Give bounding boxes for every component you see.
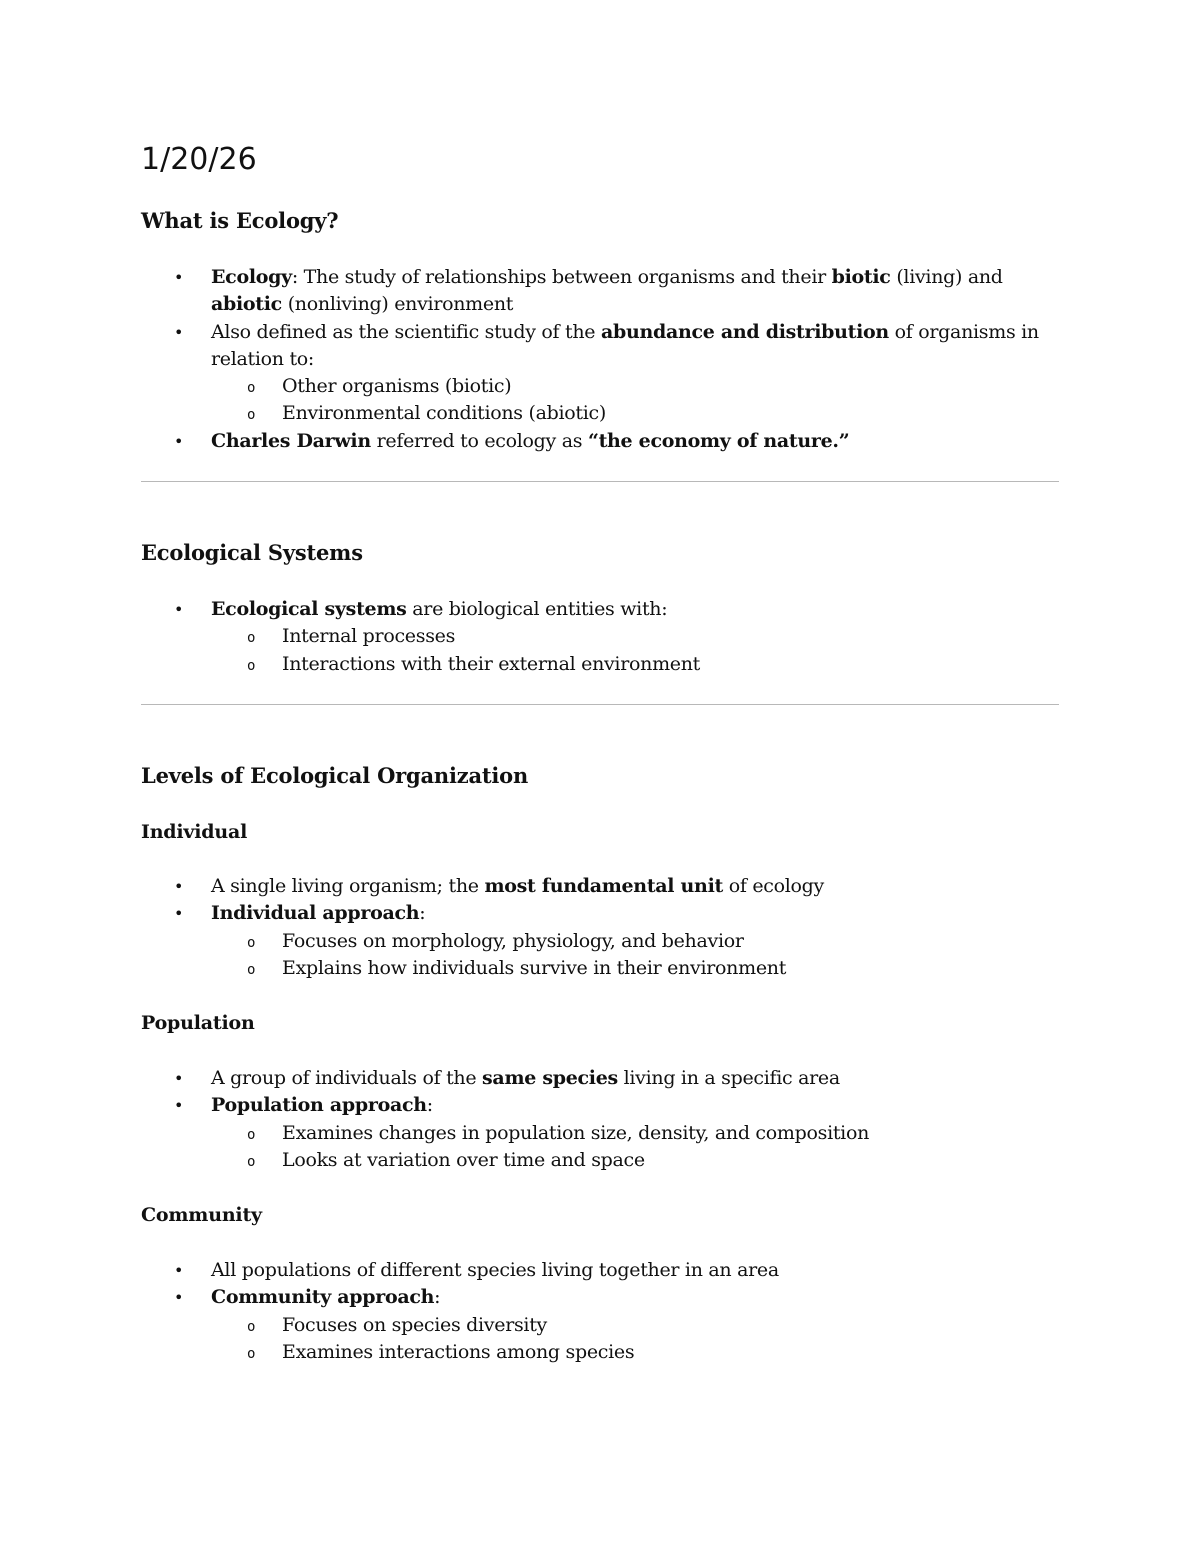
sub-list-item: o Explains how individuals survive in their environment	[141, 955, 1059, 982]
sub-list-item: o Focuses on morphology, physiology, and behavior	[141, 928, 1059, 955]
horizontal-divider	[141, 481, 1059, 482]
list-item: • Ecology: The study of relationships between organisms and their biotic (living) and abiotic (nonliving) environment	[174, 266, 1003, 316]
list-item: • Ecological systems are biological entities with: o Internal processes o Interactions with their external environment	[141, 596, 1059, 678]
bullet-icon: •	[174, 1069, 184, 1088]
circle-bullet-icon: o	[247, 657, 256, 674]
subheading-population: Population	[141, 1012, 255, 1034]
sub-list	[211, 623, 1059, 678]
circle-bullet-icon: o	[247, 1126, 256, 1143]
heading-ecological-systems: Ecological Systems	[141, 540, 363, 565]
circle-bullet-icon: o	[247, 1345, 256, 1362]
list-item: • Charles Darwin referred to ecology as “the economy of nature.”	[141, 428, 1059, 455]
bullet-icon: •	[174, 431, 184, 451]
sub-list-item: o Interactions with their external environment	[141, 651, 1059, 678]
circle-bullet-icon: o	[247, 1318, 256, 1335]
date-heading: 1/20/26	[141, 142, 257, 177]
list-item: • A single living organism; the most fundamental unit of ecology	[141, 873, 1059, 900]
bullet-icon: •	[174, 600, 184, 619]
circle-bullet-icon: o	[247, 630, 256, 647]
subheading-community: Community	[141, 1204, 262, 1226]
list-item: • Also defined as the scientific study of the abundance and distribution of organisms in relation to: o Other organisms (biotic) o Environmental conditions (abiotic)	[141, 319, 1059, 428]
sub-list-item: o Other organisms (biotic)	[141, 373, 1059, 400]
circle-bullet-icon: o	[247, 934, 256, 951]
list-item: • All populations of different species living together in an area	[141, 1257, 1059, 1284]
bullet-icon: •	[174, 322, 184, 342]
bullet-icon: •	[174, 1288, 184, 1308]
sub-list	[211, 1312, 1059, 1367]
sub-list-item: o Examines changes in population size, density, and composition	[141, 1120, 1059, 1147]
sub-list	[211, 928, 1059, 983]
sub-list-item: o Looks at variation over time and space	[141, 1147, 1059, 1174]
heading-what-is-ecology: What is Ecology?	[141, 208, 339, 233]
sub-list-item: o Examines interactions among species	[141, 1339, 1059, 1366]
sub-list-item: o Internal processes	[141, 623, 1059, 650]
ecological-systems-list	[141, 596, 1059, 678]
population-list	[141, 1065, 1059, 1174]
subheading-individual: Individual	[141, 821, 248, 843]
circle-bullet-icon: o	[247, 407, 256, 424]
list-item: • Community approach: o Focuses on species diversity o Examines interactions among species	[141, 1284, 1059, 1366]
list-item: • Population approach: o Examines changes in population size, density, and composition o Looks at variation over time and space	[141, 1092, 1059, 1174]
circle-bullet-icon: o	[247, 1153, 256, 1170]
ecology-definition-list	[141, 264, 1059, 455]
horizontal-divider	[141, 704, 1059, 705]
bullet-icon: •	[174, 268, 184, 287]
sub-list	[211, 1120, 1059, 1175]
circle-bullet-icon: o	[247, 380, 256, 397]
sub-list	[211, 373, 1059, 428]
sub-list-item: o Focuses on species diversity	[141, 1312, 1059, 1339]
list-item: • A group of individuals of the same species living in a specific area	[141, 1065, 1059, 1092]
circle-bullet-icon: o	[247, 961, 256, 978]
individual-list	[141, 873, 1059, 982]
heading-levels-of-organization: Levels of Ecological Organization	[141, 763, 529, 788]
bullet-icon: •	[174, 877, 184, 896]
community-list	[141, 1257, 1059, 1366]
list-item: • Individual approach: o Focuses on morphology, physiology, and behavior o Explains how individuals survive in their environment	[141, 900, 1059, 982]
sub-list-item: o Environmental conditions (abiotic)	[141, 400, 1059, 427]
bullet-icon: •	[174, 1261, 184, 1280]
bullet-icon: •	[174, 1096, 184, 1116]
bullet-icon: •	[174, 904, 184, 924]
